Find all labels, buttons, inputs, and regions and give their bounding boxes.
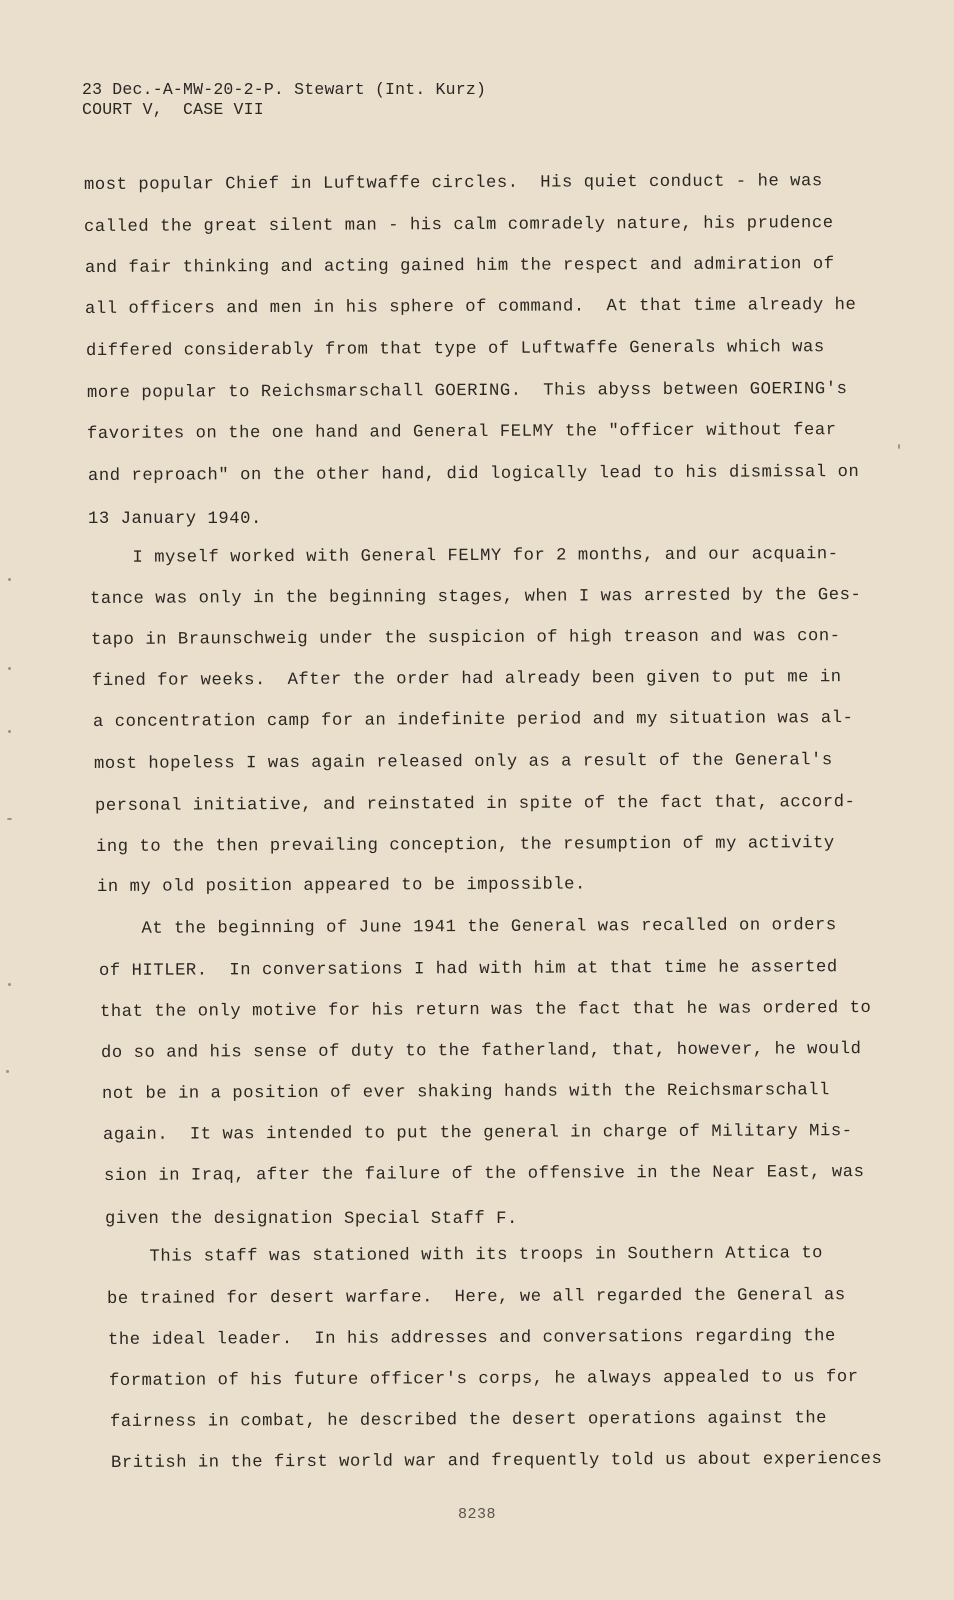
text-line: in my old position appeared to be impossible. bbox=[96, 875, 586, 897]
text-line: most hopeless I was again released only as a result of the General's bbox=[93, 751, 833, 774]
text-line: of HITLER. In conversations I had with him at that time he asserted bbox=[98, 958, 838, 981]
text-line: tance was only in the beginning stages, when I was arrested by the Ges- bbox=[89, 585, 862, 609]
scan-speck bbox=[8, 730, 11, 733]
header-reference-line: 23 Dec.-A-MW-20-2-P. Stewart (Int. Kurz) bbox=[82, 80, 487, 99]
text-line: differed considerably from that type of Luftwaffe Generals which was bbox=[85, 338, 825, 361]
scan-speck bbox=[6, 1070, 9, 1073]
text-line: favorites on the one hand and General FELMY the "officer without fear bbox=[86, 421, 837, 444]
text-line: called the great silent man - his calm comradely nature, his prudence bbox=[83, 214, 834, 237]
text-line: all officers and men in his sphere of command. At that time already he bbox=[84, 295, 857, 319]
header-court-case-line: COURT V, CASE VII bbox=[82, 100, 264, 119]
text-line: fined for weeks. After the order had already been given to put me in bbox=[91, 668, 842, 691]
text-line: personal initiative, and reinstated in spite of the fact that, accord- bbox=[94, 793, 856, 816]
text-line: ing to the then prevailing conception, the resumption of my activity bbox=[95, 834, 835, 857]
text-line: most popular Chief in Luftwaffe circles. His quiet conduct - he was bbox=[83, 172, 823, 195]
text-line: 13 January 1940. bbox=[88, 510, 262, 529]
text-line: sion in Iraq, after the failure of the offensive in the Near East, was bbox=[103, 1163, 865, 1186]
text-line: fairness in combat, he described the desert operations against the bbox=[109, 1409, 828, 1432]
text-line: more popular to Reichsmarschall GOERING. This abyss between GOERING's bbox=[86, 380, 848, 403]
text-line: At the beginning of June 1941 the General was recalled on orders bbox=[97, 916, 837, 939]
scan-speck bbox=[7, 818, 12, 820]
scan-speck bbox=[8, 578, 11, 581]
text-line: and reproach" on the other hand, did logically lead to his dismissal on bbox=[87, 462, 860, 486]
text-line: This staff was stationed with its troops in Southern Attica to bbox=[105, 1244, 824, 1267]
scan-speck bbox=[898, 444, 900, 449]
text-line: do so and his sense of duty to the fatherland, that, however, he would bbox=[100, 1040, 862, 1063]
text-line: that the only motive for his return was the fact that he was ordered to bbox=[99, 998, 872, 1022]
text-line: I myself worked with General FELMY for 2 months, and our acquain- bbox=[88, 545, 839, 568]
scan-speck bbox=[8, 983, 11, 986]
text-line: the ideal leader. In his addresses and conversations regarding the bbox=[107, 1327, 836, 1350]
text-line: formation of his future officer's corps, he always appealed to us for bbox=[108, 1368, 859, 1391]
text-line: British in the first world war and frequently told us about experiences bbox=[110, 1449, 883, 1473]
text-line: tapo in Braunschweig under the suspicion of high treason and was con- bbox=[90, 627, 841, 650]
text-line: be trained for desert warfare. Here, we all regarded the General as bbox=[106, 1286, 846, 1309]
text-line: a concentration camp for an indefinite period and my situation was al- bbox=[92, 709, 854, 732]
text-line: given the designation Special Staff F. bbox=[105, 1210, 518, 1229]
page-number: 8238 bbox=[458, 1506, 497, 1523]
text-line: not be in a position of ever shaking hands with the Reichsmarschall bbox=[101, 1081, 830, 1104]
text-line: and fair thinking and acting gained him the respect and admiration of bbox=[84, 255, 835, 278]
text-line: again. It was intended to put the general in charge of Military Mis- bbox=[102, 1122, 853, 1145]
scan-speck bbox=[8, 667, 11, 670]
document-header bbox=[82, 80, 486, 120]
